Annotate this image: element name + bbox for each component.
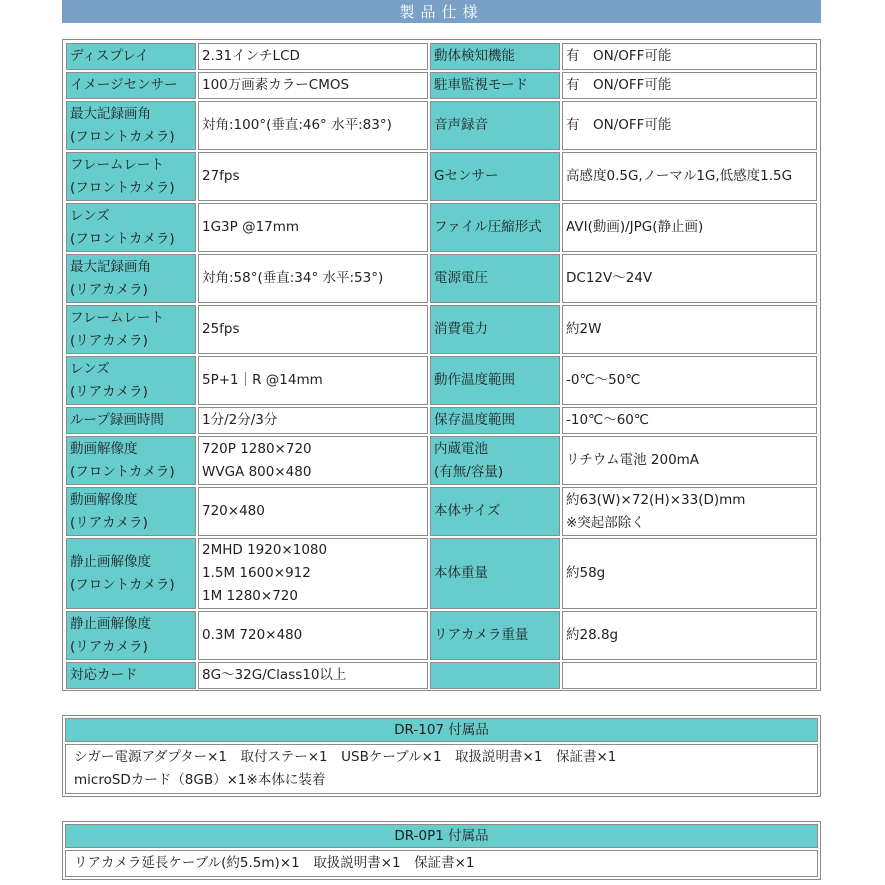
spec-label-line: Gセンサー (434, 168, 499, 184)
spec-table-body (66, 43, 817, 689)
spec-label (430, 407, 560, 434)
spec-label (430, 487, 560, 536)
accessories-dr0p1 (62, 821, 821, 880)
spec-value-line: -10℃～60℃ (566, 412, 650, 428)
spec-label (66, 72, 196, 99)
spec-label-line: ディスプレイ (70, 48, 149, 64)
spec-value-line: 27fps (202, 168, 240, 184)
spec-row (66, 356, 817, 405)
spec-label (66, 43, 196, 70)
spec-value (198, 152, 428, 201)
spec-label-line: (リアカメラ) (70, 638, 148, 655)
spec-label-line: (有無/容量) (434, 463, 504, 480)
spec-value (562, 43, 817, 70)
spec-label-line: 本体重量 (434, 565, 488, 581)
spec-value-line: DC12V～24V (566, 270, 653, 286)
spec-label-line: リアカメラ重量 (434, 627, 529, 643)
spec-label-line: (フロントカメラ) (70, 576, 175, 593)
spec-label-line: 駐車監視モード (434, 77, 528, 93)
spec-value-line: 1G3P @17mm (202, 219, 300, 235)
spec-value-line: 720P 1280×720 (202, 440, 312, 457)
spec-label (66, 662, 196, 689)
spec-row (66, 101, 817, 150)
spec-label-line: 静止画解像度 (70, 553, 151, 570)
spec-label (430, 152, 560, 201)
spec-value (198, 72, 428, 99)
spec-row (66, 254, 817, 303)
spec-label-line: ファイル圧縮形式 (434, 219, 542, 235)
spec-label-line: (リアカメラ) (70, 514, 148, 531)
spec-label (66, 436, 196, 485)
accessories-line: リアカメラ延長ケーブル(約5.5m)×1 取扱説明書×1 保証書×1 (74, 855, 475, 871)
spec-table (64, 41, 819, 691)
spec-label (430, 662, 560, 689)
accessories-line: microSDカード（8GB）×1※本体に装着 (74, 772, 326, 788)
spec-label (66, 611, 196, 660)
spec-label (66, 538, 196, 609)
spec-label-line: (リアカメラ) (70, 281, 148, 298)
spec-row (66, 43, 817, 70)
spec-value-line: 有 ON/OFF可能 (566, 48, 672, 64)
spec-value (198, 203, 428, 252)
spec-value (198, 254, 428, 303)
spec-value-line: 高感度0.5G,ノーマル1G,低感度1.5G (566, 168, 793, 184)
spec-value-line: 約63(W)×72(H)×33(D)mm (566, 491, 746, 508)
spec-row (66, 305, 817, 354)
spec-label-line: 本体サイズ (434, 503, 501, 519)
spec-label (430, 611, 560, 660)
spec-label-line: (フロントカメラ) (70, 230, 175, 247)
spec-label-line: 動画解像度 (70, 440, 138, 457)
spec-value (198, 305, 428, 354)
spec-value (198, 356, 428, 405)
spec-row (66, 662, 817, 689)
spec-label-line: 音声録音 (434, 117, 488, 133)
spec-row (66, 487, 817, 536)
spec-label-line: レンズ (70, 360, 110, 377)
spec-value-line: 100万画素カラーCMOS (202, 77, 350, 93)
spec-label-line: イメージセンサー (70, 77, 178, 93)
spec-label-line: (リアカメラ) (70, 332, 148, 349)
spec-value-line: 約2W (566, 321, 602, 337)
spec-label-line: 内蔵電池 (434, 440, 488, 457)
spec-label (66, 101, 196, 150)
spec-value-line: 0.3M 720×480 (202, 627, 303, 643)
accessories-dr107 (62, 715, 821, 797)
spec-label (430, 43, 560, 70)
spec-label-line: 動体検知機能 (434, 48, 515, 64)
spec-value-line: 25fps (202, 321, 240, 337)
spec-value-line: -0℃～50℃ (566, 372, 641, 388)
spec-label-line: 最大記録画角 (70, 258, 151, 275)
spec-value-line: 約58g (566, 565, 606, 581)
spec-value-line: 2.31インチLCD (202, 48, 300, 64)
spec-value-line: リチウム電池 200mA (566, 452, 700, 468)
spec-row (66, 436, 817, 485)
spec-value (562, 538, 817, 609)
spec-row (66, 538, 817, 609)
spec-label-line: ループ録画時間 (70, 412, 164, 428)
spec-value (198, 436, 428, 485)
spec-row (66, 203, 817, 252)
spec-value-line: WVGA 800×480 (202, 463, 312, 480)
spec-value (562, 662, 817, 689)
spec-value (198, 487, 428, 536)
spec-label (430, 436, 560, 485)
spec-value-line: 有 ON/OFF可能 (566, 117, 672, 133)
spec-label-line: 対応カード (70, 667, 138, 683)
spec-value (198, 407, 428, 434)
spec-value (562, 203, 817, 252)
spec-value-line: 8G～32G/Class10以上 (202, 667, 347, 683)
spec-row (66, 72, 817, 99)
spec-label-line: 電源電圧 (434, 270, 488, 286)
spec-label-line: フレームレート (70, 156, 164, 173)
spec-label (430, 538, 560, 609)
spec-value (562, 101, 817, 150)
spec-label (66, 407, 196, 434)
spec-label-line: (フロントカメラ) (70, 179, 175, 196)
spec-value (562, 611, 817, 660)
spec-label (430, 72, 560, 99)
spec-label-line: 動作温度範囲 (434, 372, 515, 388)
spec-value-line: 1分/2分/3分 (202, 412, 278, 428)
spec-label (430, 305, 560, 354)
spec-value (562, 72, 817, 99)
spec-value-line: 1M 1280×720 (202, 588, 298, 604)
spec-label (66, 305, 196, 354)
spec-value-line: 有 ON/OFF可能 (566, 77, 672, 93)
spec-label-line: 消費電力 (434, 321, 488, 337)
spec-value (562, 436, 817, 485)
spec-value (562, 407, 817, 434)
spec-label-line: 動画解像度 (70, 491, 138, 508)
spec-value-line: ※突起部除く (566, 514, 645, 531)
spec-value (562, 305, 817, 354)
accessories-list (65, 850, 818, 877)
spec-value (562, 487, 817, 536)
spec-value-line: 2MHD 1920×1080 (202, 542, 328, 558)
spec-label (66, 254, 196, 303)
spec-table-frame (62, 39, 821, 691)
spec-label (430, 254, 560, 303)
spec-value-line: 約28.8g (566, 627, 619, 643)
spec-row (66, 407, 817, 434)
spec-value-line: AVI(動画)/JPG(静止画) (566, 219, 704, 235)
spec-label-line: (フロントカメラ) (70, 128, 175, 145)
spec-label (430, 203, 560, 252)
spec-label (66, 152, 196, 201)
spec-value-line: 対角:100°(垂直:46° 水平:83°) (202, 117, 392, 133)
spec-value (198, 611, 428, 660)
spec-label (430, 356, 560, 405)
spec-label (430, 101, 560, 150)
spec-row (66, 152, 817, 201)
spec-value-line: 720×480 (202, 503, 265, 519)
spec-label-line: 最大記録画角 (70, 105, 151, 122)
accessories-line: シガー電源アダプター×1 取付ステー×1 USBケーブル×1 取扱説明書×1 保証書×1 (74, 749, 617, 765)
spec-value-line: 5P+1｜R @14mm (202, 372, 323, 388)
spec-label-line: (リアカメラ) (70, 383, 148, 400)
spec-value (198, 43, 428, 70)
spec-header-title: 製品仕様 (399, 3, 484, 21)
spec-label (66, 203, 196, 252)
spec-value-line: 対角:58°(垂直:34° 水平:53°) (202, 270, 384, 286)
spec-label-line: (フロントカメラ) (70, 463, 175, 480)
spec-value-line: 1.5M 1600×912 (202, 565, 311, 581)
spec-value (198, 538, 428, 609)
accessories-title: DR-107 付属品 (65, 718, 818, 742)
spec-label-line: レンズ (70, 207, 110, 224)
spec-value (562, 152, 817, 201)
accessories-list (65, 744, 818, 794)
spec-label-line: 保存温度範囲 (434, 412, 515, 428)
accessories-title: DR-0P1 付属品 (65, 824, 818, 848)
spec-value (562, 254, 817, 303)
spec-label (66, 487, 196, 536)
spec-label-line: 静止画解像度 (70, 615, 151, 632)
spec-value (198, 101, 428, 150)
spec-row (66, 611, 817, 660)
spec-value (562, 356, 817, 405)
spec-value (198, 662, 428, 689)
spec-label-line: フレームレート (70, 309, 164, 326)
spec-header (62, 0, 821, 23)
spec-label (66, 356, 196, 405)
